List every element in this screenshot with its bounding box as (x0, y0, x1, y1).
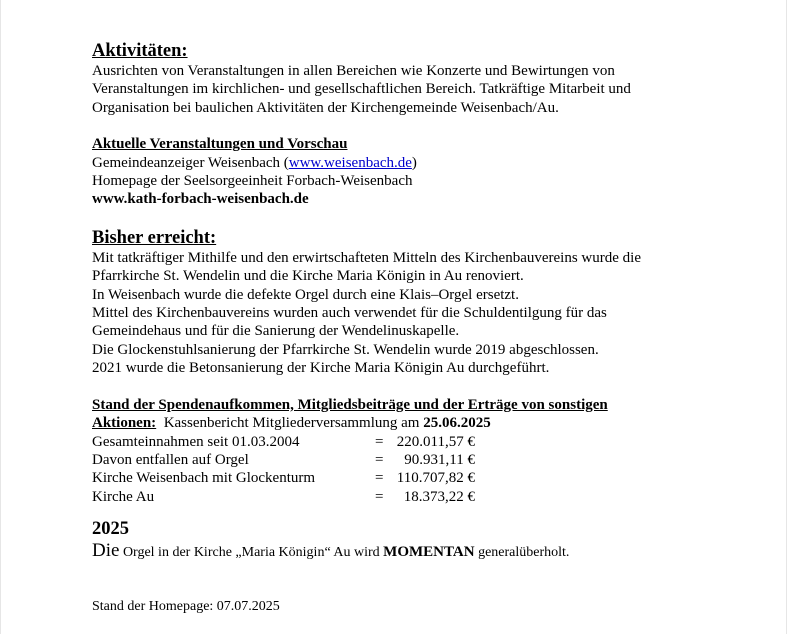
weisenbach-link[interactable]: www.weisenbach.de (288, 154, 412, 171)
aktivitaeten-line: Veranstaltungen im kirchlichen- und gesellschaftlichen Bereich. Tatkräftige Mitarbeit und (92, 81, 631, 98)
stand-heading: Stand der Spendenaufkommen, Mitgliedsbeiträge und der Erträge von sonstigen (92, 396, 608, 413)
finance-label: Davon entfallen auf Orgel (92, 451, 249, 468)
finance-row (92, 451, 742, 469)
erreicht-line: Mit tatkräftiger Mithilfe und den erwirtschafteten Mitteln des Kirchenbauvereins wurde die (92, 249, 641, 266)
finance-amount: 220.011,57 € (396, 433, 475, 450)
finance-label: Gesamteinnahmen seit 01.03.2004 (92, 433, 300, 450)
gemeindeanzeiger-line (92, 154, 742, 172)
finance-row (92, 433, 742, 451)
aktionen-label: Aktionen: (92, 415, 157, 432)
kassenbericht-line (92, 414, 742, 432)
homepage-stand: Stand der Homepage: 07.07.2025 (92, 599, 280, 615)
finance-equals: = (375, 488, 384, 505)
erreicht-line: Mittel des Kirchenbauvereins wurden auch verwendet für die Schuldentilgung für das (92, 305, 607, 322)
orgel-text-1: Orgel in der Kirche „Maria Königin“ Au wird (119, 545, 384, 561)
finance-amount: 18.373,22 € (403, 488, 475, 505)
erreicht-line: In Weisenbach wurde die defekte Orgel durch eine Klais–Orgel ersetzt. (92, 286, 519, 303)
erreicht-line: Die Glockenstuhlsanierung der Pfarrkirche St. Wendelin wurde 2019 abgeschlossen. (92, 341, 599, 358)
erreicht-line: 2021 wurde die Betonsanierung der Kirche Maria Königin Au durchgeführt. (92, 360, 550, 377)
finance-equals: = (375, 451, 384, 468)
finance-label: Kirche Au (92, 488, 155, 505)
kassenbericht-date: 25.06.2025 (423, 415, 491, 432)
gemeindeanzeiger-suffix: ) (411, 154, 417, 171)
finance-equals: = (375, 433, 384, 450)
aktivitaeten-line: Ausrichten von Veranstaltungen in allen Bereichen wie Konzerte und Bewirtungen von (92, 63, 615, 79)
document-body (92, 40, 742, 617)
orgel-die: Die (92, 540, 120, 562)
orgel-momentan: MOMENTAN (383, 544, 475, 561)
finance-label: Kirche Weisenbach mit Glockenturm (92, 470, 316, 487)
erreicht-line: Pfarrkirche St. Wendelin und die Kirche Maria Königin in Au renoviert. (92, 268, 524, 285)
finance-row (92, 488, 742, 506)
erreicht-heading: Bisher erreicht: (92, 227, 217, 248)
aktivitaeten-heading: Aktivitäten: (92, 41, 188, 61)
finance-equals: = (375, 470, 384, 487)
orgel-text-2: generalüberholt. (474, 545, 570, 561)
gemeindeanzeiger-prefix: Gemeindeanzeiger Weisenbach ( (92, 154, 289, 171)
finance-amount: 110.707,82 € (396, 470, 475, 487)
seelsorgeeinheit-line: Homepage der Seelsorgeeinheit Forbach-Weisenbach (92, 173, 413, 190)
kassenbericht-text: Kassenbericht Mitgliederversammlung am (156, 415, 424, 432)
aktivitaeten-line: Organisation bei baulichen Aktivitäten der Kirchengemeinde Weisenbach/Au. (92, 99, 559, 116)
veranstaltungen-heading: Aktuelle Veranstaltungen und Vorschau (92, 136, 348, 153)
finance-row (92, 469, 742, 487)
year-2025-heading: 2025 (92, 519, 129, 540)
erreicht-line: Gemeindehaus und für die Sanierung der Wendelinuskapelle. (92, 323, 460, 340)
finance-amount: 90.931,11 € (404, 451, 475, 468)
kath-website-text: www.kath-forbach-weisenbach.de (92, 191, 309, 208)
orgel-status-line (92, 540, 742, 564)
